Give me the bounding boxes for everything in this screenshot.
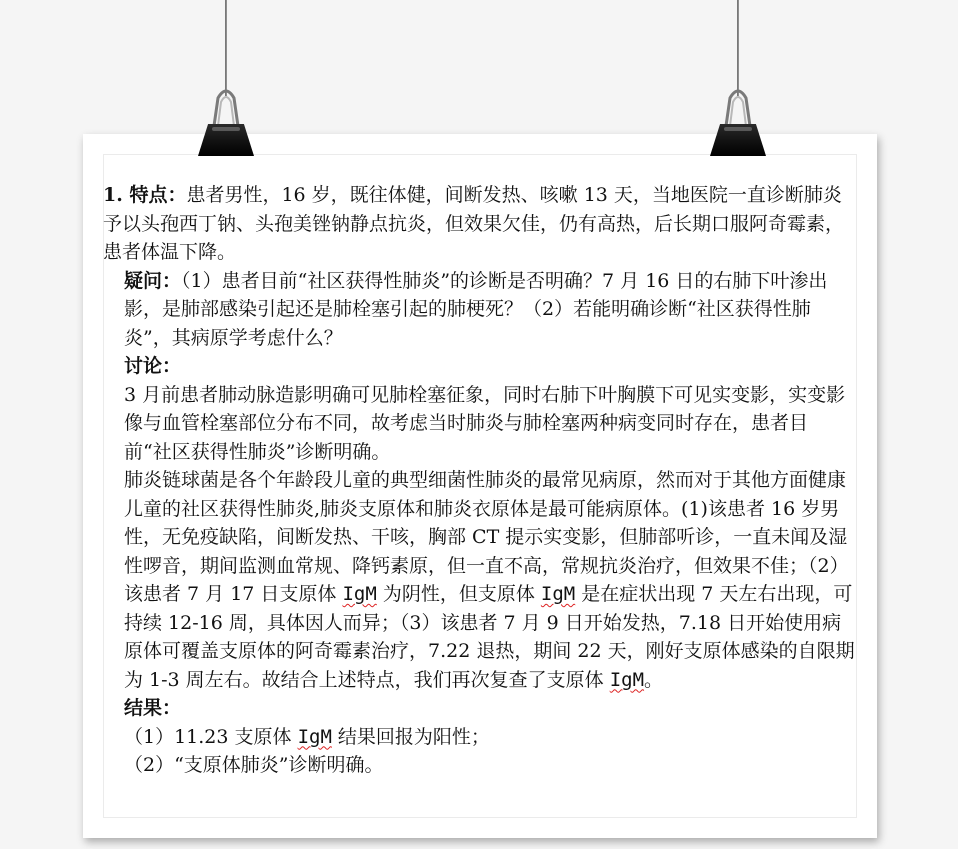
binder-clip-wire-icon <box>208 86 244 126</box>
question-paragraph <box>103 267 855 353</box>
discussion-label: 讨论： <box>124 355 182 377</box>
discussion-text-b2: 为阴性，但支原体 <box>376 583 541 605</box>
question-label: 疑问： <box>124 269 182 292</box>
result-item-1-post: 结果回报为阳性； <box>331 725 490 748</box>
igm-term: IgM <box>297 725 332 748</box>
igm-term: IgM <box>540 583 576 605</box>
result-item-1-pre: （1）11.23 支原体 <box>124 725 298 748</box>
binder-clip-shine <box>724 127 752 131</box>
features-paragraph <box>103 181 855 267</box>
discussion-text-a: 3 月前患者肺动脉造影明确可见肺栓塞征象，同时右肺下叶胸膜下可见实变影，实变影像与血管栓塞部位分布不同，故考虑当时肺炎与肺栓塞两种病变同时存在，患者目前“社区获得性肺炎”诊断明确。 <box>124 383 846 463</box>
binder-clip-wire-icon <box>720 86 756 126</box>
result-heading <box>103 694 855 723</box>
igm-term: IgM <box>342 583 377 605</box>
discussion-text-b3: 是在症状出现 7 天左右出现，可持续 12-16 周，具体因人而异；（3）该患者 7 月 9 日开始发热，7.18 日开始使用病原体可覆盖支原体的阿奇霉素治疗，7.22 退热，期间 22 天，刚好支原体感染的自限期为 1-3 周左右。故结合上述特点，我们再次复查了支原体 <box>124 583 855 691</box>
discussion-paragraph-a <box>103 381 855 467</box>
binder-clip-right <box>710 86 766 156</box>
question-text: （1）患者目前“社区获得性肺炎”的诊断是否明确？7 月 16 日的右肺下叶渗出影，是肺部感染引起还是肺栓塞引起的肺梗死？（2）若能明确诊断“社区获得性肺炎”，其病原学考虑什么？ <box>124 269 828 349</box>
binder-clip-left <box>198 86 254 156</box>
hanging-string-right <box>737 0 739 96</box>
igm-term: IgM <box>609 668 645 691</box>
features-label: 1. 特点： <box>103 184 187 206</box>
result-label: 结果： <box>124 697 182 719</box>
discussion-paragraph-b <box>103 466 855 694</box>
document-text <box>103 181 855 780</box>
result-item-2-text: （2）“支原体肺炎”诊断明确。 <box>124 754 384 776</box>
result-item-1 <box>103 723 855 752</box>
discussion-text-b4: 。 <box>644 668 664 691</box>
binder-clip-shine <box>212 127 240 131</box>
discussion-text-b1: 肺炎链球菌是各个年龄段儿童的典型细菌性肺炎的最常见病原，然而对于其他方面健康儿童的社区获得性肺炎,肺炎支原体和肺炎衣原体是最可能病原体。(1)该患者 16 岁男性，无免疫缺陷，间断发热、干咳，胸部 CT 提示实变影，但肺部听诊，一直未闻及湿性啰音，期间监测血常规、降钙素原，但一直不高，常规抗炎治疗，但效果不佳；（2）该患者 7 月 17 日支原体 <box>124 469 849 605</box>
hanging-string-left <box>225 0 227 96</box>
features-text: 患者男性，16 岁，既往体健，间断发热、咳嗽 13 天，当地医院一直诊断肺炎予以头孢西丁钠、头孢美锉钠静点抗炎，但效果欠佳，仍有高热，后长期口服阿奇霉素，患者体温下降。 <box>103 184 845 263</box>
discussion-heading <box>103 352 855 381</box>
result-item-2 <box>103 751 855 780</box>
